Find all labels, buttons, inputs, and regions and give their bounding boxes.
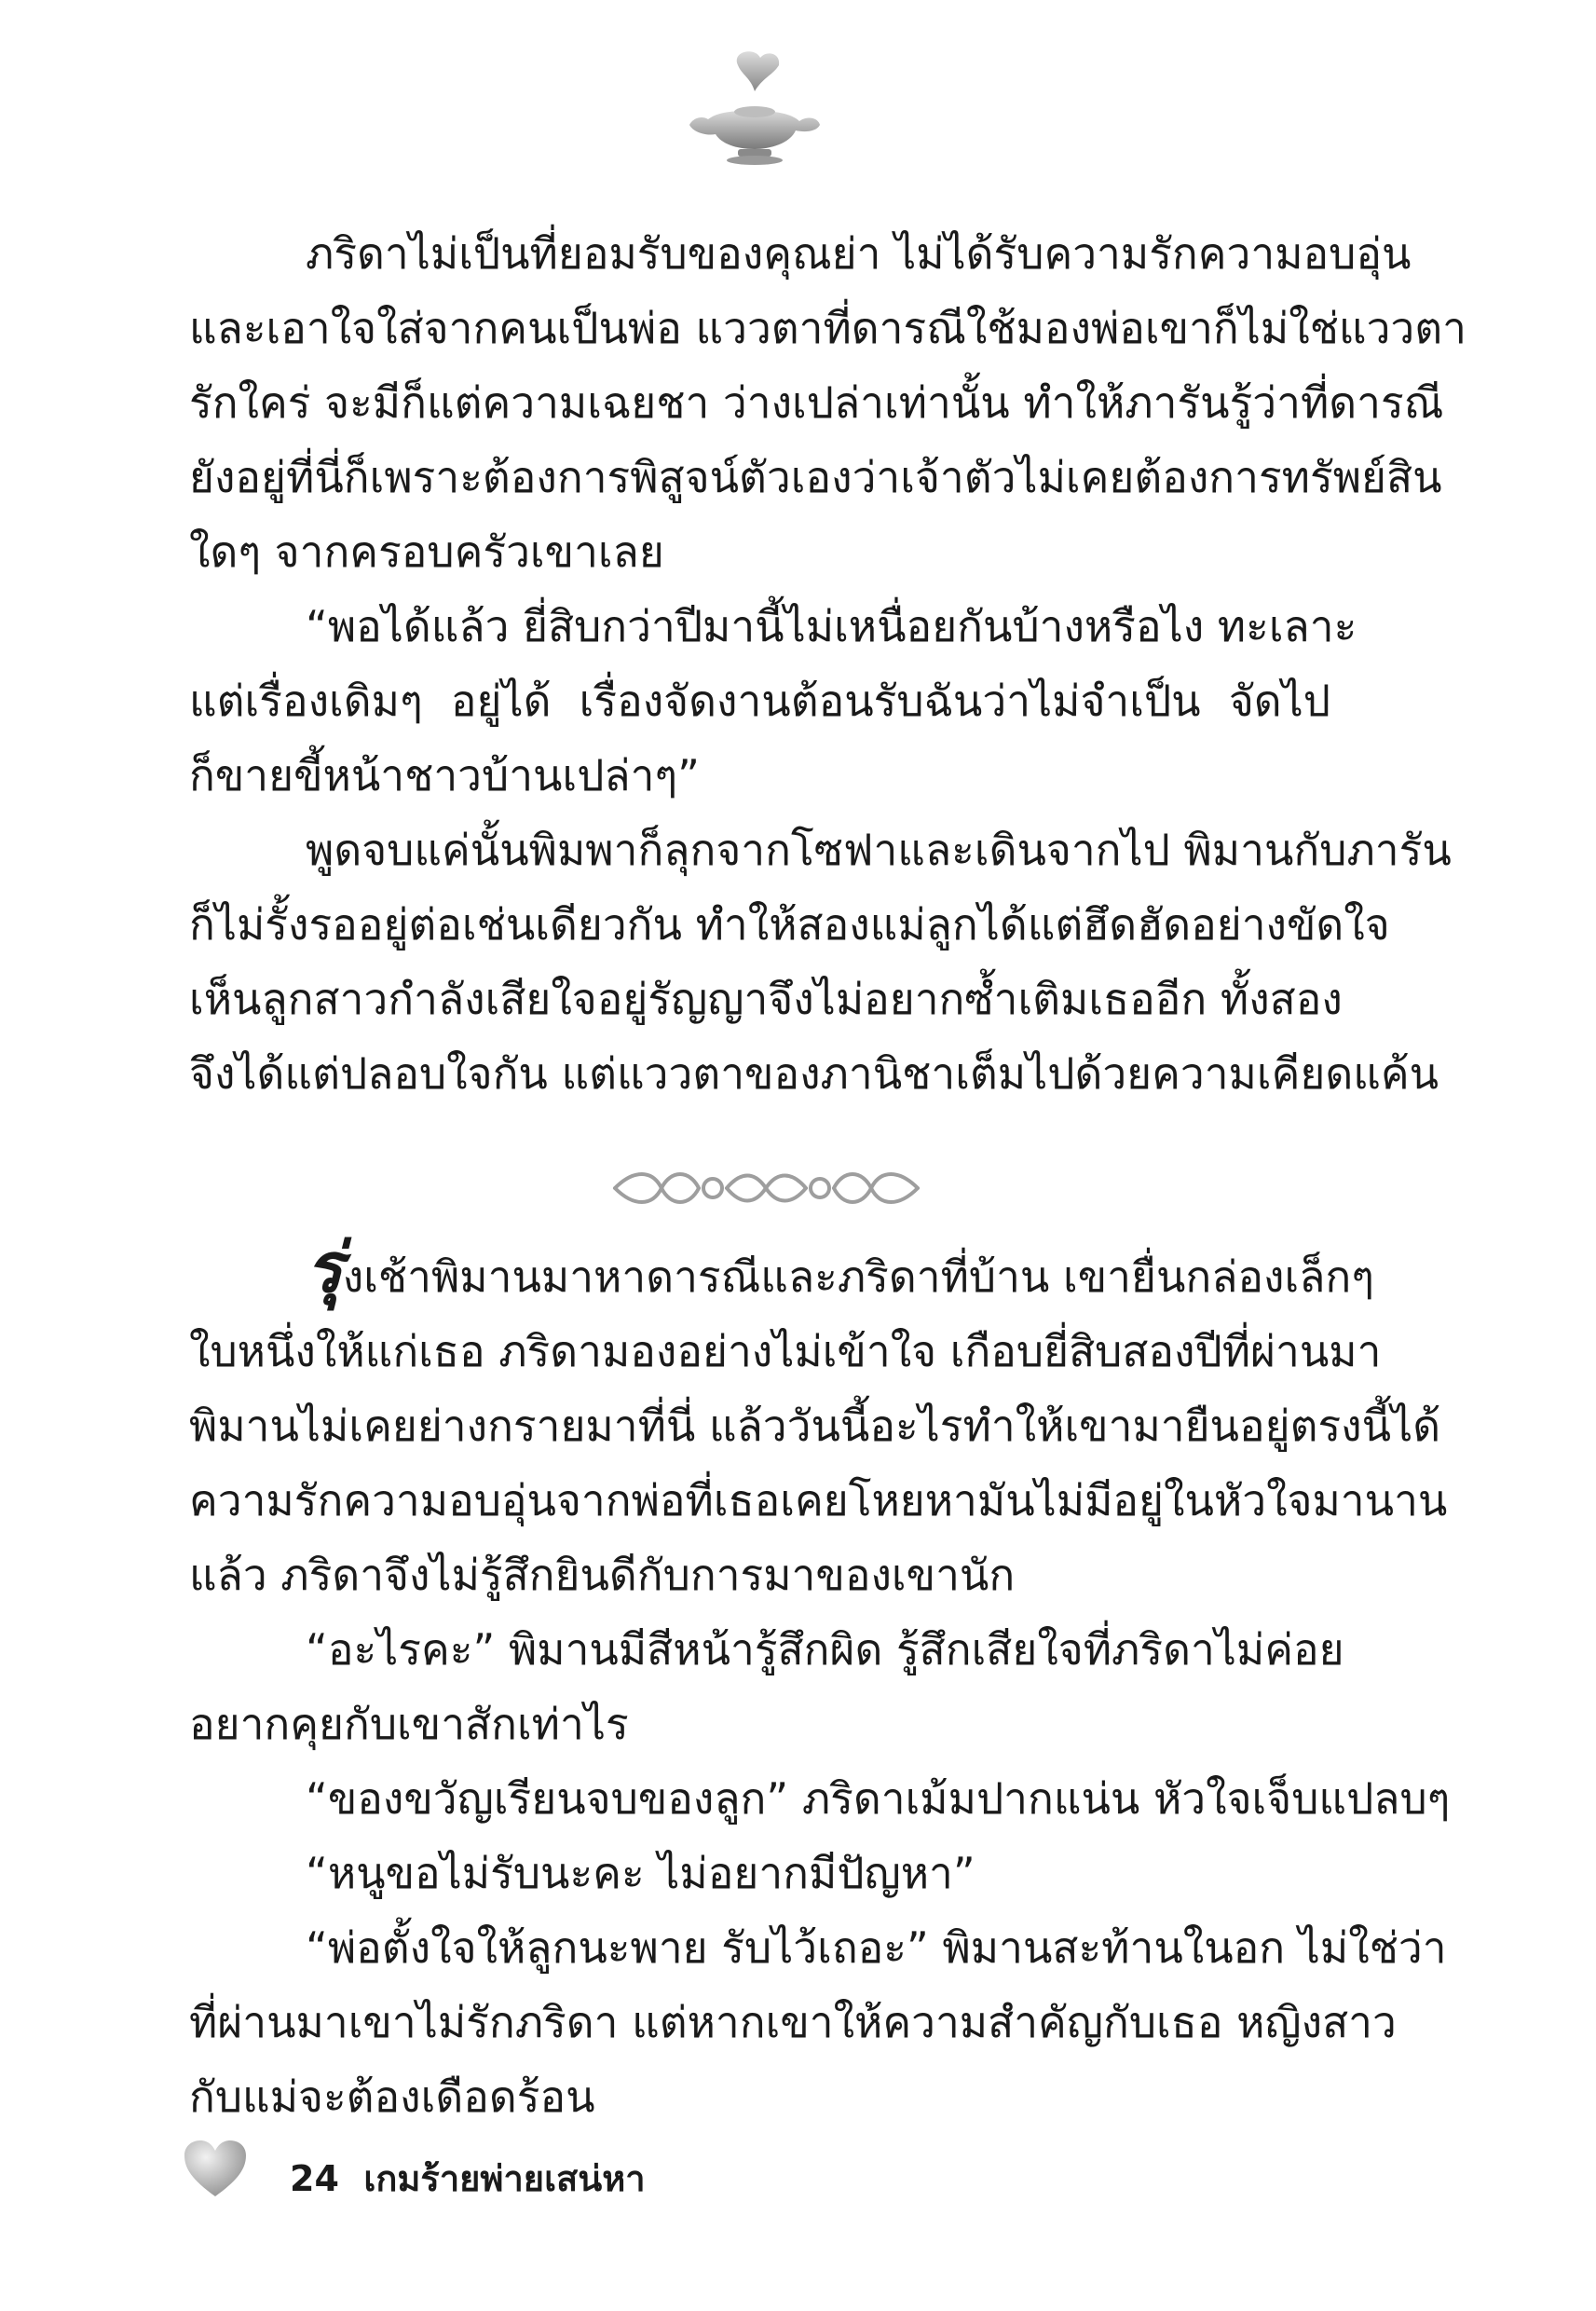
genie-lamp-logo-icon (680, 47, 829, 168)
paragraph-line: จึงได้แต่ปลอบใจกัน แต่แววตาของภานิชาเต็มไปด้วยความเคียดแค้น (189, 1048, 1439, 1099)
paragraph-line: พิมานไม่เคยย่างกรายมาที่นี่ แล้ววันนี้อะไรทำให้เขามายืนอยู่ตรงนี้ได้ (189, 1401, 1441, 1451)
paragraph-line: กับแม่จะต้องเดือดร้อน (189, 2072, 595, 2122)
paragraph-line (189, 1228, 1374, 1314)
page-footer (183, 2139, 742, 2204)
paragraph-line: “ของขวัญเรียนจบของลูก” ภริดาเม้มปากแน่น หัวใจเจ็บแปลบๆ (306, 1773, 1451, 1824)
paragraph-line: รักใคร่ จะมีก็แต่ความเฉยชา ว่างเปล่าเท่านั้น ทำให้ภารันรู้ว่าที่ดารณี (189, 377, 1444, 428)
paragraph-line: แต่เรื่องเดิมๆ อยู่ได้ เรื่องจัดงานต้อนรับฉันว่าไม่จำเป็น จัดไป (189, 676, 1330, 726)
paragraph-line: ยังอยู่ที่นี่ก็เพราะต้องการพิสูจน์ตัวเองว่าเจ้าตัวไม่เคยต้องการทรัพย์สิน (189, 452, 1442, 502)
paragraph-line-text: งเช้าพิมานมาหาดารณีและภริดาที่บ้าน เขายื่นกล่องเล็กๆ (342, 1251, 1374, 1302)
paragraph-line: ภริดาไม่เป็นที่ยอมรับของคุณย่า ไม่ได้รับความรักความอบอุ่น (306, 228, 1412, 279)
paragraph-line: แล้ว ภริดาจึงไม่รู้สึกยินดีกับการมาของเขานัก (189, 1550, 1016, 1600)
paragraph-line: “พ่อตั้งใจให้ลูกนะพาย รับไว้เถอะ” พิมานสะท้านในอก ไม่ใช่ว่า (306, 1922, 1447, 1973)
paragraph-line: “พอได้แล้ว ยี่สิบกว่าปีมานี้ไม่เหนื่อยกันบ้างหรือไง ทะเลาะ (306, 601, 1357, 651)
text-block-top (189, 216, 1466, 1111)
paragraph-line: ก็ขายขี้หน้าชาวบ้านเปล่าๆ” (189, 750, 700, 800)
page-number: 24 (290, 2158, 339, 2199)
book-title: เกมร้ายพ่ายเสน่หา (363, 2158, 646, 2199)
paragraph-line: ก็ไม่รั้งรออยู่ต่อเช่นเดียวกัน ทำให้สองแม่ลูกได้แต่ฮึดฮัดอย่างขัดใจ (189, 899, 1390, 950)
paragraph-line: ความรักความอบอุ่นจากพ่อที่เธอเคยโหยหามันไม่มีอยู่ในหัวใจมานาน (189, 1475, 1448, 1525)
paragraph-line: พูดจบแค่นั้นพิมพาก็ลุกจากโซฟาและเดินจากไป พิมานกับภารัน (306, 825, 1452, 875)
paragraph-line: ใดๆ จากครอบครัวเขาเลย (189, 526, 664, 577)
ornament-divider-icon (606, 1160, 927, 1216)
paragraph-line: “หนูขอไม่รับนะคะ ไม่อยากมีปัญหา” (306, 1848, 975, 1898)
heart-icon (183, 2139, 248, 2198)
paragraph-line: และเอาใจใส่จากคนเป็นพ่อ แววตาที่ดารณีใช้มองพ่อเขาก็ไม่ใช่แววตา (189, 303, 1466, 353)
page-number-title (290, 2150, 646, 2207)
text-block-bottom (189, 1228, 1451, 2134)
paragraph-line: ใบหนึ่งให้แก่เธอ ภริดามองอย่างไม่เข้าใจ เกือบยี่สิบสองปีที่ผ่านมา (189, 1326, 1382, 1376)
paragraph-line: “อะไรคะ” พิมานมีสีหน้ารู้สึกผิด รู้สึกเสียใจที่ภริดาไม่ค่อย (306, 1624, 1344, 1675)
paragraph-line: อยากคุยกับเขาสักเท่าไร (189, 1699, 629, 1749)
paragraph-line: เห็นลูกสาวกำลังเสียใจอยู่รัญญาจึงไม่อยากซ้ำเติมเธออีก ทั้งสอง (189, 974, 1343, 1024)
paragraph-line: ที่ผ่านมาเขาไม่รักภริดา แต่หากเขาให้ความสำคัญกับเธอ หญิงสาว (189, 1997, 1397, 2047)
drop-cap: รุ่ (306, 1228, 343, 1308)
